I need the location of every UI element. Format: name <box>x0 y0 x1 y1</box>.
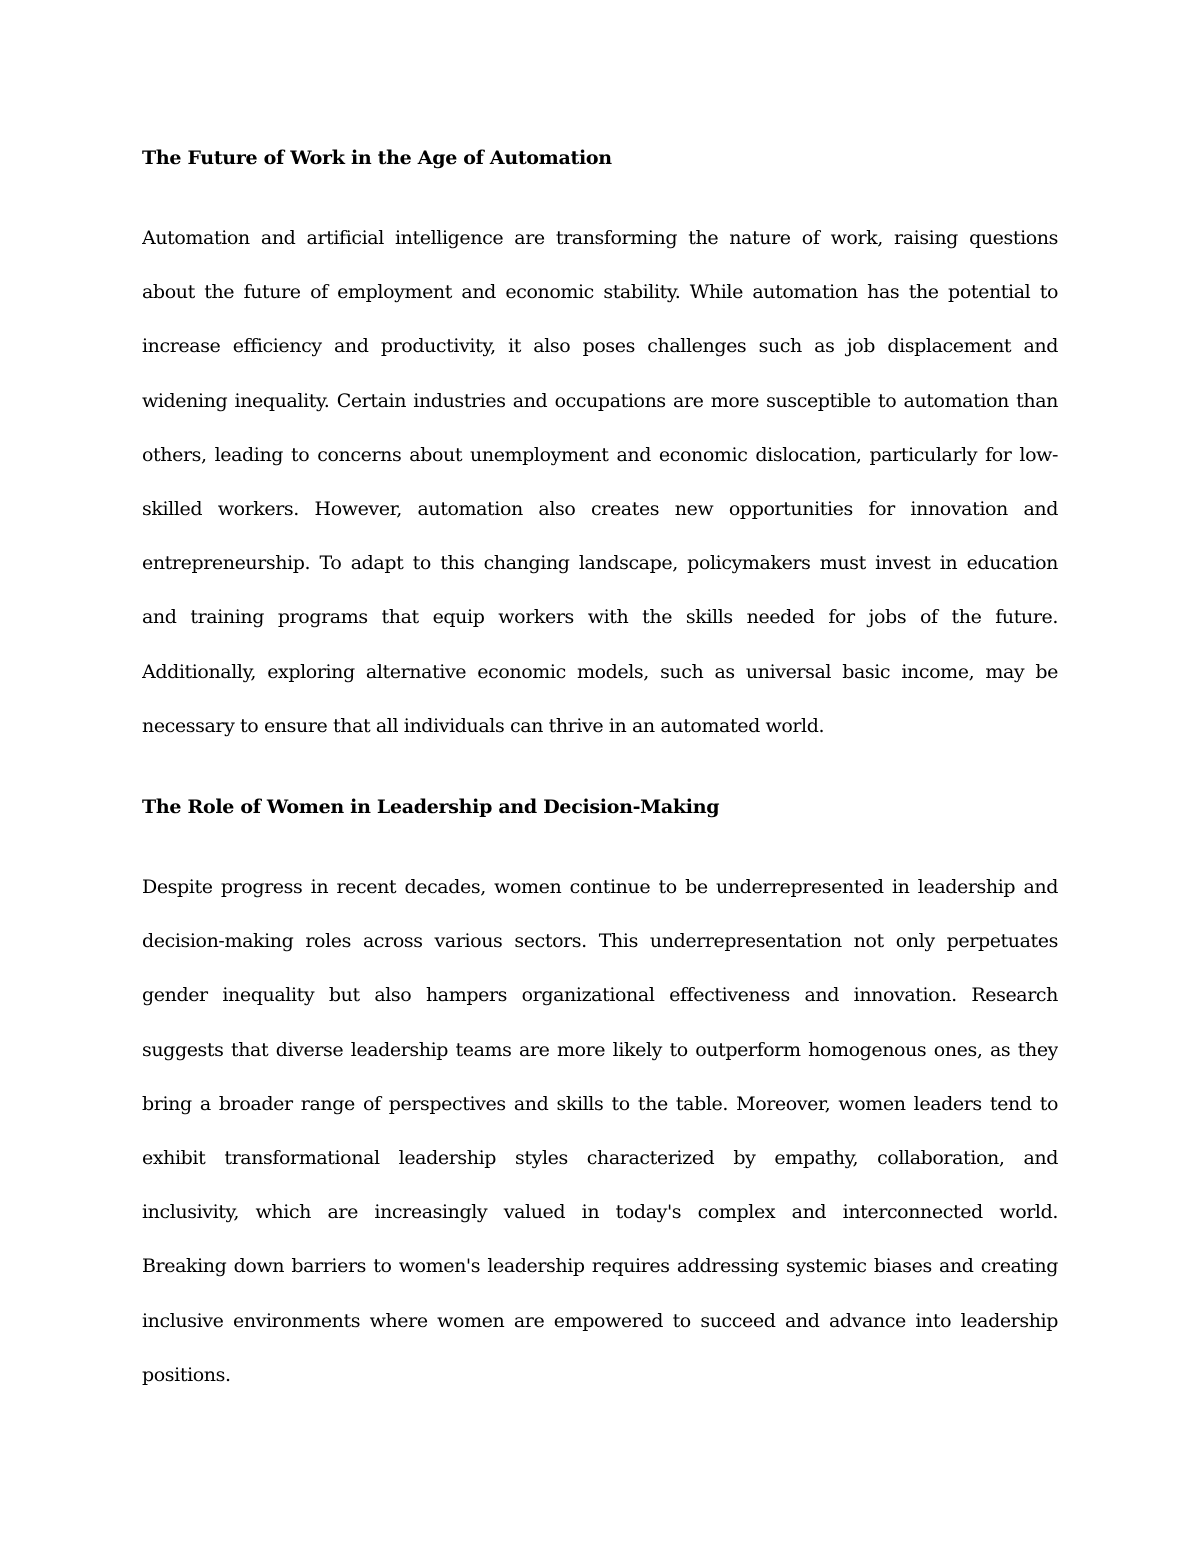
paragraph-line: inclusive environments where women are empowered to succeed and advance into leadership <box>142 1309 1058 1332</box>
paragraph-line: others, leading to concerns about unemployment and economic dislocation, particularly for low- <box>142 443 1058 466</box>
section-paragraph-women-in-leadership <box>142 860 1058 1402</box>
paragraph-line: gender inequality but also hampers organizational effectiveness and innovation. Research <box>142 984 1058 1007</box>
section-heading-women-in-leadership: The Role of Women in Leadership and Decision-Making <box>142 796 720 818</box>
paragraph-line: about the future of employment and economic stability. While automation has the potential to <box>142 281 1058 304</box>
paragraph-line: increase efficiency and productivity, it also poses challenges such as job displacement and <box>142 335 1058 358</box>
paragraph-line: and training programs that equip workers with the skills needed for jobs of the future. <box>142 606 1058 629</box>
paragraph-line: Despite progress in recent decades, women continue to be underrepresented in leadership and <box>142 876 1058 898</box>
paragraph-line: Breaking down barriers to women's leadership requires addressing systemic biases and creating <box>142 1255 1058 1278</box>
paragraph-line: entrepreneurship. To adapt to this changing landscape, policymakers must invest in education <box>142 552 1058 575</box>
paragraph-line: skilled workers. However, automation also creates new opportunities for innovation and <box>142 498 1058 521</box>
paragraph-line: widening inequality. Certain industries and occupations are more susceptible to automation than <box>142 389 1058 412</box>
paragraph-line: exhibit transformational leadership styles characterized by empathy, collaboration, and <box>142 1147 1058 1170</box>
paragraph-line: suggests that diverse leadership teams are more likely to outperform homogenous ones, as they <box>142 1038 1058 1061</box>
section-heading-future-of-work: The Future of Work in the Age of Automation <box>142 147 612 169</box>
paragraph-line: decision-making roles across various sectors. This underrepresentation not only perpetuates <box>142 930 1058 953</box>
paragraph-line: bring a broader range of perspectives and skills to the table. Moreover, women leaders tend to <box>142 1092 1058 1115</box>
paragraph-line: positions. <box>142 1363 231 1386</box>
paragraph-line: inclusivity, which are increasingly valued in today's complex and interconnected world. <box>142 1201 1058 1224</box>
paragraph-line: Additionally, exploring alternative economic models, such as universal basic income, may be <box>142 660 1058 683</box>
paragraph-line: necessary to ensure that all individuals can thrive in an automated world. <box>142 714 825 737</box>
paragraph-line: Automation and artificial intelligence are transforming the nature of work, raising questions <box>142 227 1058 249</box>
section-paragraph-future-of-work <box>142 211 1058 753</box>
